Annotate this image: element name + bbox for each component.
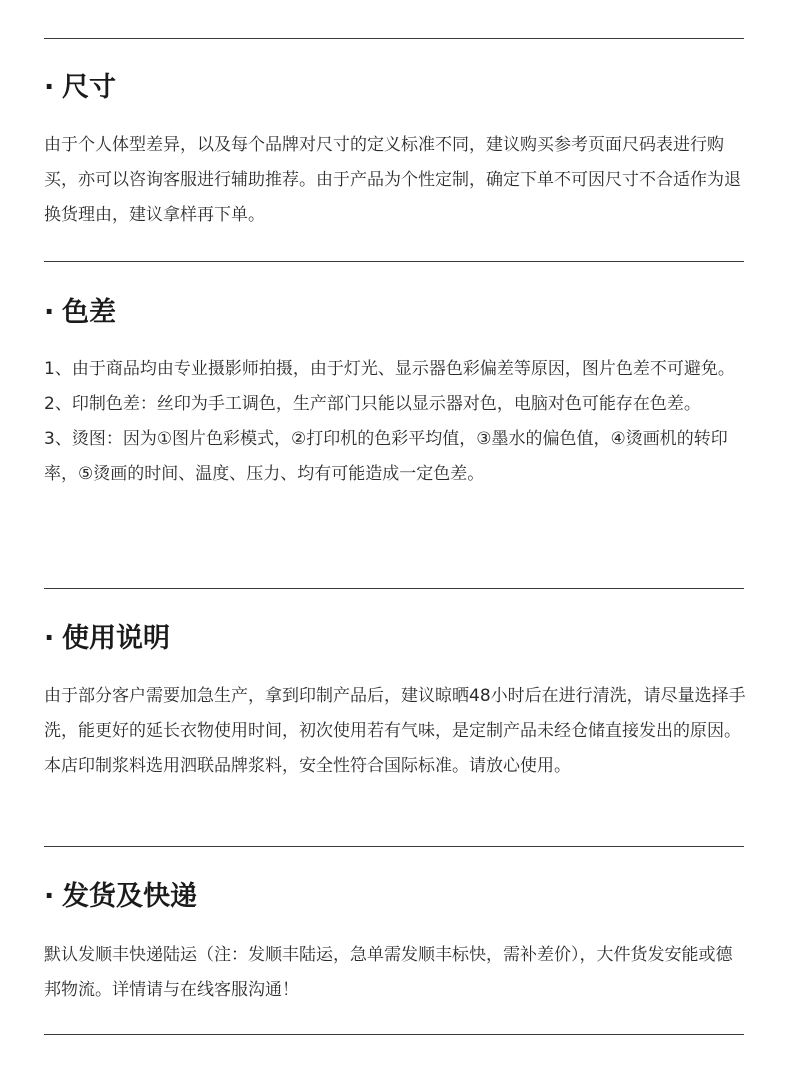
section-body-size [44,128,748,233]
divider-bottom [44,1034,744,1035]
section-title-color-difference [44,295,116,331]
section-body-usage [44,679,748,784]
bullet-icon: · [44,623,55,654]
bullet-icon: · [44,881,55,912]
divider-top [44,38,744,39]
paragraph: 3、烫图：因为①图片色彩模式，②打印机的色彩平均值，③墨水的偏色值，④烫画机的转印率，⑤烫画的时间、温度、压力、均有可能造成一定色差。 [44,429,728,484]
paragraph: 2、印制色差：丝印为手工调色，生产部门只能以显示器对色，电脑对色可能存在色差。 [44,394,701,414]
section-title-usage [44,621,170,657]
paragraph: 由于个人体型差异，以及每个品牌对尺寸的定义标准不同，建议购买参考页面尺码表进行购买，亦可以咨询客服进行辅助推荐。由于产品为个性定制，确定下单不可因尺寸不合适作为退换货理由，建议拿样再下单。 [44,135,741,225]
divider [44,846,744,847]
bullet-icon: · [44,297,55,328]
section-title-text: 发货及快递 [62,881,197,912]
paragraph: 默认发顺丰快递陆运（注：发顺丰陆运，急单需发顺丰标快，需补差价），大件货发安能或德邦物流。详情请与在线客服沟通！ [44,945,733,1000]
divider [44,588,744,589]
section-title-shipping [44,879,197,915]
section-title-text: 使用说明 [62,623,170,654]
section-body-shipping [44,938,748,1008]
section-title-text: 色差 [62,297,116,328]
section-title-text: 尺寸 [62,72,116,103]
section-body-color-difference [44,352,748,492]
paragraph: 本店印制浆料选用泗联品牌浆料，安全性符合国际标准。请放心使用。 [44,756,571,776]
section-title-size [44,70,116,106]
paragraph: 由于部分客户需要加急生产，拿到印制产品后，建议晾晒48小时后在进行清洗，请尽量选择手洗，能更好的延长衣物使用时间，初次使用若有气味，是定制产品未经仓储直接发出的原因。 [44,686,746,741]
bullet-icon: · [44,72,55,103]
divider [44,261,744,262]
paragraph: 1、由于商品均由专业摄影师拍摄，由于灯光、显示器色彩偏差等原因，图片色差不可避免。 [44,359,735,379]
